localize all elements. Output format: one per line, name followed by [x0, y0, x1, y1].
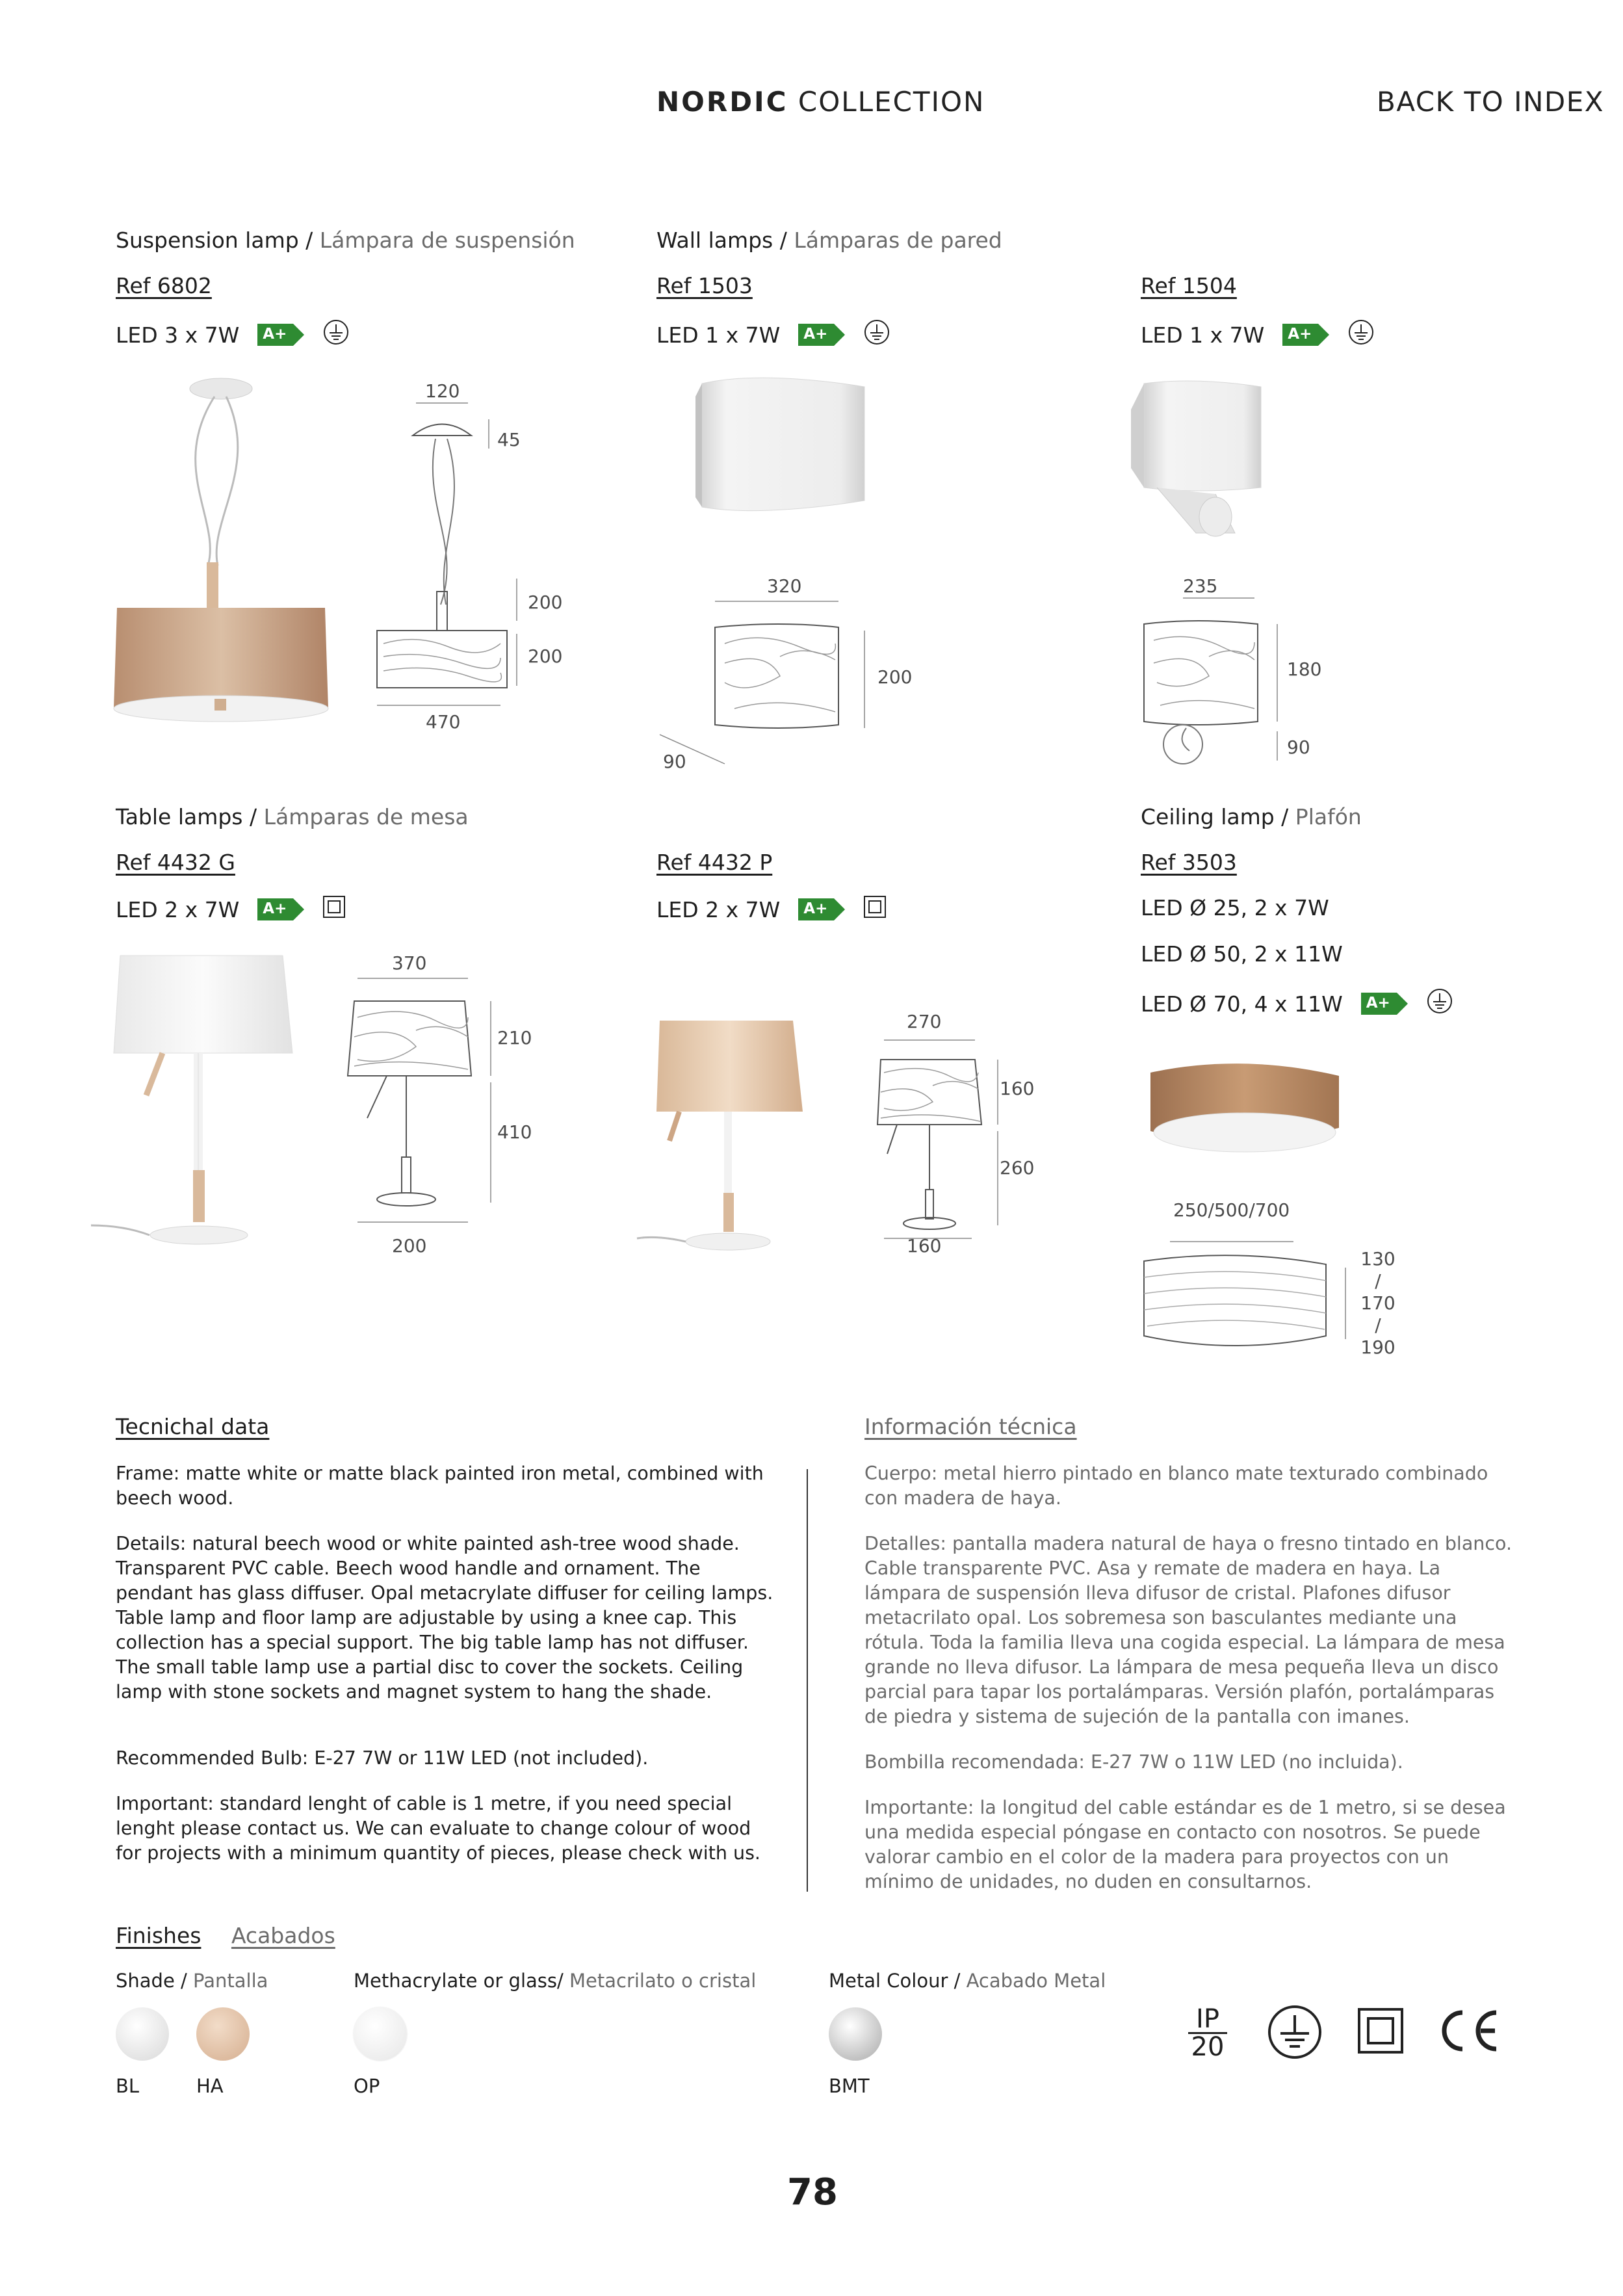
- dim-ceiling-heights: [1358, 1248, 1397, 1359]
- suspension-ref-link[interactable]: Ref 6802: [116, 273, 212, 298]
- suspension-lamp-diagram: [364, 377, 572, 728]
- back-to-index-link[interactable]: BACK TO INDEX: [1377, 86, 1605, 118]
- ceiling-section-title: Ceiling lamp / Plafón: [1141, 804, 1362, 829]
- tech-data-en: [116, 1461, 779, 1886]
- table-lamp-p-diagram: [864, 1027, 1059, 1248]
- suspension-led-spec: LED 3 x 7W A+: [116, 319, 350, 351]
- energy-class-badge: A+: [798, 898, 845, 920]
- dim-table-g-shade-width: 370: [392, 952, 427, 974]
- table-lamp-g-diagram: [338, 962, 546, 1248]
- table-g-led-spec: LED 2 x 7W A+: [116, 895, 346, 924]
- ceiling-led-spec-2: LED Ø 50, 2 x 11W: [1141, 941, 1343, 967]
- swatch-op-label: OP: [354, 2075, 380, 2097]
- wall-a-led-spec: LED 1 x 7W A+: [656, 319, 890, 351]
- dim-ceiling-h2: 170: [1360, 1292, 1396, 1314]
- suspension-section-title: Suspension lamp / Lámpara de suspensión: [116, 228, 575, 253]
- dim-ceiling-h1: 130: [1360, 1248, 1396, 1270]
- ceiling-ref-link[interactable]: Ref 3503: [1141, 850, 1237, 875]
- table-lamp-g-photo: [84, 949, 331, 1255]
- ip-label: IP: [1196, 2004, 1219, 2034]
- wall-b-led-spec: LED 1 x 7W A+: [1141, 319, 1375, 351]
- dim-suspension-shade-height: 200: [528, 646, 563, 667]
- wall-lamp-a-photo: [656, 371, 871, 520]
- finish-glass-label: Methacrylate or glass/ Metacrilato o cristal: [354, 1970, 757, 1992]
- page-number: 78: [787, 2171, 838, 2213]
- dim-ceiling-sep2: /: [1375, 1314, 1381, 1336]
- finishes-title: [116, 1923, 335, 1948]
- dim-table-g-base-width: 200: [392, 1235, 427, 1257]
- table-p-led-spec: LED 2 x 7W A+: [656, 895, 887, 924]
- collection-title: NORDIC COLLECTION: [656, 86, 985, 118]
- suspension-lamp-photo: [110, 371, 338, 735]
- table-lamp-p-photo: [630, 1008, 845, 1255]
- tech-data-title-en: Tecnichal data: [116, 1414, 270, 1439]
- swatch-op: [354, 2007, 407, 2061]
- tech-es-important: Importante: la longitud del cable estándar es de 1 metro, si se desea una medida especial póngase en contacto con nosotros. Se puede valorar cambio en el color de la madera para proyectos con un mínimo de unidades, no duden en consultarnos.: [864, 1797, 1506, 1892]
- finish-shade-label: Shade / Pantalla: [116, 1970, 268, 1992]
- dim-wall-b-height: 180: [1287, 659, 1322, 680]
- dim-wall-b-depth: 90: [1287, 737, 1310, 758]
- dim-table-p-shade-width: 270: [907, 1011, 942, 1032]
- ceiling-lamp-diagram: [1131, 1229, 1352, 1372]
- energy-class-badge: A+: [798, 324, 845, 346]
- dim-suspension-canopy-height: 45: [497, 429, 521, 450]
- swatch-bl-label: BL: [116, 2075, 140, 2097]
- energy-class-badge: A+: [257, 898, 304, 920]
- energy-class-badge: A+: [1361, 993, 1408, 1015]
- double-insulation-cert-icon: [1357, 2007, 1404, 2054]
- table-ref-g-link[interactable]: Ref 4432 G: [116, 850, 235, 875]
- dim-table-p-base-width: 160: [907, 1235, 942, 1257]
- earth-ground-icon: [322, 319, 350, 351]
- double-insulation-icon: [322, 895, 346, 924]
- dim-wall-a-width: 320: [767, 575, 802, 597]
- earth-ground-cert-icon: [1266, 2003, 1323, 2061]
- tech-en-important: Important: standard lenght of cable is 1 metre, if you need special lenght please contact us. We can evaluate to change colour of wood for projects with a minimum quantity of pieces, please check with us.: [116, 1793, 760, 1864]
- dim-table-p-shade-height: 160: [1000, 1078, 1035, 1099]
- wall-ref-b-link[interactable]: Ref 1504: [1141, 273, 1237, 298]
- column-divider: [807, 1469, 808, 1892]
- dim-wall-b-width: 235: [1183, 575, 1218, 597]
- tech-data-title-es: Información técnica: [864, 1414, 1077, 1439]
- earth-ground-icon: [1426, 987, 1453, 1020]
- dim-wall-a-depth: 90: [663, 751, 686, 772]
- tech-en-details: Details: natural beech wood or white painted ash-tree wood shade. Transparent PVC cable. Beech wood handle and ornament. The pendant has glass diffuser. Opal metacrylate diffuser for ceiling lamps. Table lamp and floor lamp are adjustable by using a knee cap. This collection has a special support. The big table lamp has not diffuser. The small table lamp use a partial disc to cover the sockets. Ceiling lamp with stone sockets and magnet system to hang the shade.: [116, 1533, 773, 1702]
- wall-lamp-b-photo: [1079, 371, 1274, 546]
- dim-suspension-upper-height: 200: [528, 592, 563, 613]
- ceiling-led-spec-1: LED Ø 25, 2 x 7W: [1141, 895, 1329, 920]
- finish-metal-label: Metal Colour / Acabado Metal: [829, 1970, 1106, 1992]
- ip-rating: 20: [1188, 2032, 1227, 2060]
- dim-suspension-top-width: 120: [425, 380, 460, 402]
- earth-ground-icon: [863, 319, 890, 351]
- tech-en-bulb: Recommended Bulb: E-27 7W or 11W LED (not included).: [116, 1747, 649, 1769]
- ip20-icon: [1188, 2006, 1227, 2060]
- swatch-bmt: [829, 2007, 882, 2061]
- dim-table-g-shade-height: 210: [497, 1027, 532, 1049]
- wall-ref-a-link[interactable]: Ref 1503: [656, 273, 753, 298]
- dim-ceiling-h3: 190: [1360, 1337, 1396, 1358]
- dim-wall-a-height: 200: [877, 666, 913, 688]
- earth-ground-icon: [1347, 319, 1375, 351]
- dim-suspension-shade-width: 470: [426, 711, 461, 733]
- finishes-title-es: Acabados: [231, 1923, 335, 1948]
- dim-ceiling-sep1: /: [1375, 1270, 1381, 1292]
- swatch-bmt-label: BMT: [829, 2075, 870, 2097]
- table-ref-p-link[interactable]: Ref 4432 P: [656, 850, 773, 875]
- wall-section-title: Wall lamps / Lámparas de pared: [656, 228, 1002, 253]
- swatch-ha-label: HA: [196, 2075, 224, 2097]
- tech-es-bulb: Bombilla recomendada: E-27 7W o 11W LED (no incluida).: [864, 1751, 1403, 1773]
- tech-es-details: Detalles: pantalla madera natural de haya o fresno tintado en blanco. Cable transparente PVC. Asa y remate de madera en haya. La lámpara de suspensión lleva difusor de cristal. Plafones difusor metacrilato opal. Los sobremesa son basculantes mediante una rótula. Toda la familia lleva una cogida especial. La lámpara de mesa grande no lleva difusor. La lámpara de mesa pequeña lleva un disco parcial para tapar los portalámparas. Versión plafón, portalámparas de piedra y sistema de sujeción de la pantalla con imanes.: [864, 1533, 1513, 1727]
- ce-mark-icon: [1436, 2007, 1501, 2054]
- swatch-bl: [116, 2007, 169, 2061]
- energy-class-badge: A+: [257, 324, 304, 346]
- dim-table-p-base-height: 260: [1000, 1157, 1035, 1179]
- dim-table-g-base-height: 410: [497, 1121, 532, 1143]
- finishes-title-en: Finishes: [116, 1923, 201, 1948]
- energy-class-badge: A+: [1282, 324, 1329, 346]
- dim-ceiling-diameter: 250/500/700: [1173, 1199, 1290, 1221]
- ceiling-led-spec-3: LED Ø 70, 4 x 11W A+: [1141, 987, 1453, 1020]
- double-insulation-icon: [863, 895, 887, 924]
- tech-en-frame: Frame: matte white or matte black painted iron metal, combined with beech wood.: [116, 1463, 764, 1509]
- tech-data-es: [864, 1461, 1521, 1915]
- swatch-ha: [196, 2007, 250, 2061]
- ceiling-lamp-photo: [1131, 1040, 1352, 1164]
- tech-es-frame: Cuerpo: metal hierro pintado en blanco mate texturado combinado con madera de haya.: [864, 1463, 1488, 1509]
- table-section-title: Table lamps / Lámparas de mesa: [116, 804, 469, 829]
